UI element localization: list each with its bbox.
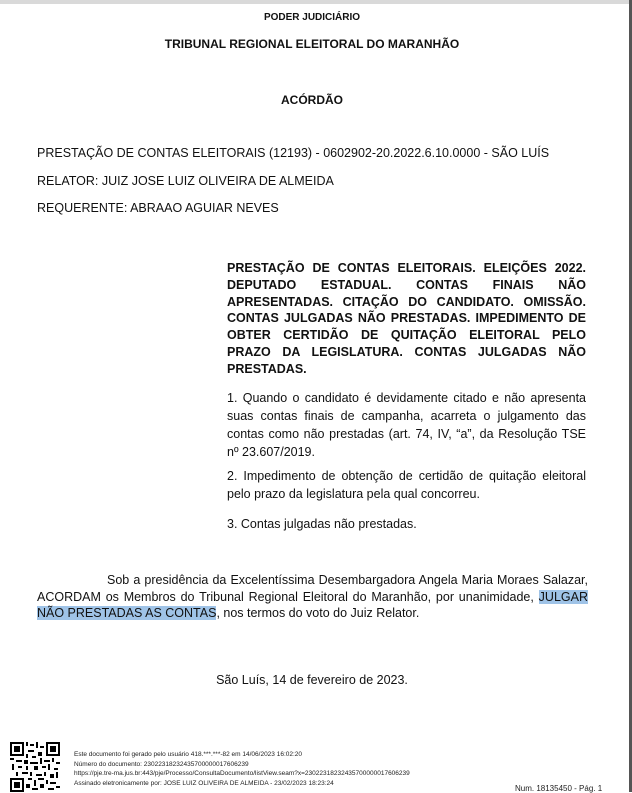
ementa-item-3: 3. Contas julgadas não prestadas.: [227, 517, 417, 531]
document-title: ACÓRDÃO: [281, 93, 343, 107]
decision-text-before: Sob a presidência da Excelentíssima Desembargadora Angela Maria Moraes Salazar, ACORDAM os Membros do Tribunal Regional Eleitoral do Maranhão, por unanimidade,: [37, 573, 588, 604]
footer-line-number: Número do documento: 23022318232435700000017606239: [74, 760, 249, 768]
court-heading: TRIBUNAL REGIONAL ELEITORAL DO MARANHÃO: [164, 37, 460, 51]
requerente-line: REQUERENTE: ABRAAO AGUIAR NEVES: [37, 201, 279, 215]
decision-paragraph: [37, 572, 588, 622]
authority-heading: PODER JUDICIÁRIO: [263, 12, 361, 23]
process-line: PRESTAÇÃO DE CONTAS ELEITORAIS (12193) - 0602902-20.2022.6.10.0000 - SÃO LUÍS: [37, 146, 550, 160]
ementa-item-2: 2. Impedimento de obtenção de certidão de quitação eleitoral pelo prazo da legislatura pela qual concorreu.: [227, 469, 586, 501]
page-number: Num. 18135450 - Pág. 1: [515, 784, 603, 793]
relator-line: RELATOR: JUIZ JOSE LUIZ OLIVEIRA DE ALMEIDA: [37, 174, 334, 188]
footer-line-url[interactable]: https://pje.tre-ma.jus.br:443/pje/Processo/ConsultaDocumento/listView.seam?x=23022318232435700000017606239: [74, 770, 410, 777]
decision-text-after: , nos termos do voto do Juiz Relator.: [216, 606, 420, 620]
decision-highlighted[interactable]: JULGAR NÃO PRESTADAS AS CONTAS: [37, 589, 588, 620]
ementa-item-1: 1. Quando o candidato é devidamente citado e não apresenta suas contas finais de campanha, acarreta o julgamento das contas como não prestadas (art. 74, IV, “a”, da Resolução TSE nº 23.607/2019.: [227, 391, 586, 459]
ementa-summary: PRESTAÇÃO DE CONTAS ELEITORAIS. ELEIÇÕES 2022. DEPUTADO ESTADUAL. CONTAS FINAIS NÃO APRESENTADAS. CITAÇÃO DO CANDIDATO. OMISSÃO. CONTAS JULGADAS NÃO PRESTADAS. IMPEDIMENTO DE OBTER CERTIDÃO DE QUITAÇÃO ELEITORAL PELO PRAZO DA LEGISLATURA. CONTAS JULGADAS NÃO PRESTADAS.: [227, 261, 586, 376]
footer-info: [74, 750, 410, 788]
date-place: São Luís, 14 de fevereiro de 2023.: [216, 673, 408, 687]
qr-code-icon: [10, 742, 60, 792]
top-border: [0, 0, 632, 4]
footer-line-signed: Assinado eletronicamente por: JOSE LUIZ OLIVEIRA DE ALMEIDA - 23/02/2023 18:23:24: [74, 779, 334, 787]
footer-line-generated: Este documento foi gerado pelo usuário 418.***.***-82 em 14/06/2023 16:02:20: [74, 751, 303, 758]
